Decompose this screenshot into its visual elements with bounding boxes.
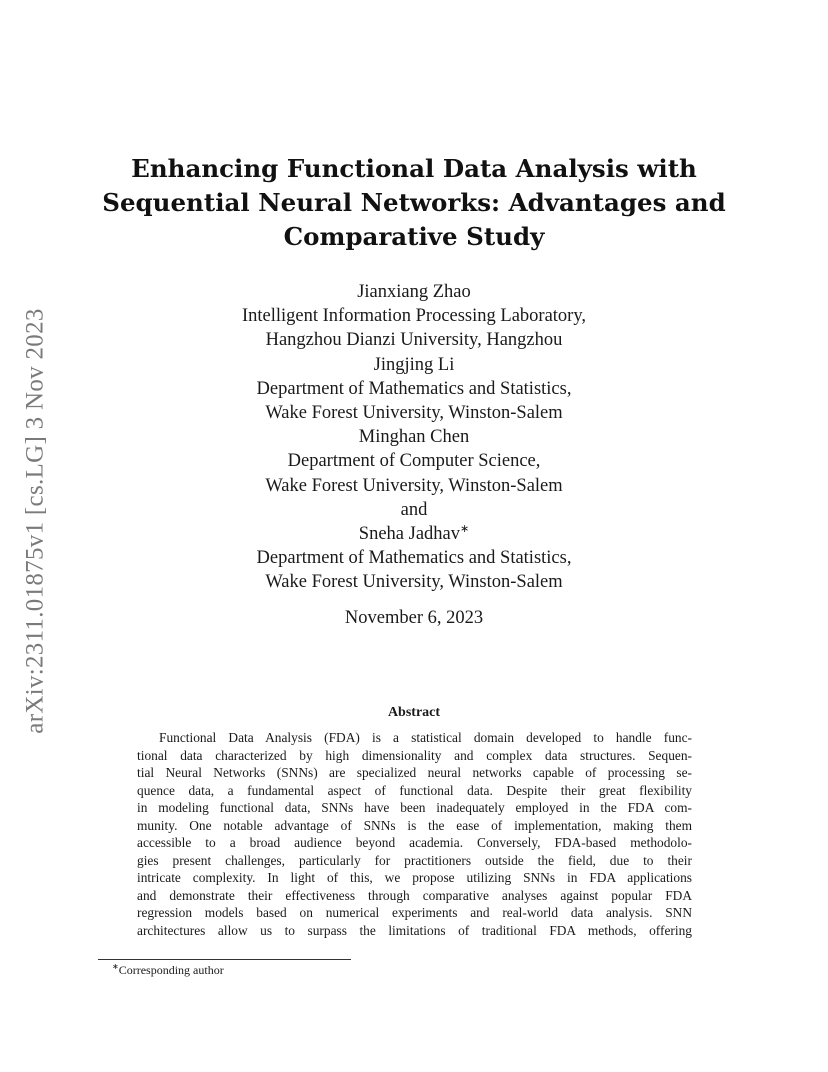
author-affiliation: Wake Forest University, Winston-Salem: [265, 403, 563, 424]
author-affiliation: Department of Mathematics and Statistics,: [256, 378, 572, 399]
arxiv-identifier: arXiv:2311.01875v1 [cs.LG] 3 Nov 2023: [22, 308, 49, 734]
author-block: [140, 280, 688, 595]
abstract-line: Functional Data Analysis (FDA) is a statistical domain developed to handle func-: [159, 730, 692, 745]
author-affiliation: Wake Forest University, Winston-Salem: [265, 572, 563, 593]
abstract-heading: Abstract: [387, 705, 441, 720]
title-line: Sequential Neural Networks: Advantages and: [102, 188, 726, 217]
paper-title: [90, 152, 738, 254]
author-name: Sneha Jadhav: [358, 524, 460, 545]
abstract-line: munity. One notable advantage of SNNs is the ease of implementation, making them: [137, 817, 692, 833]
author-name: Minghan Chen: [358, 427, 470, 448]
abstract-line: tial Neural Networks (SNNs) are specialized neural networks capable of processing se-: [137, 765, 692, 780]
abstract-line: architectures allow us to surpass the limitations of traditional FDA methods, offering: [137, 922, 692, 938]
footnote-marker: ∗: [460, 522, 470, 535]
footnote-marker: ∗: [112, 962, 119, 971]
author-affiliation: Department of Computer Science,: [287, 451, 541, 472]
title-line: Enhancing Functional Data Analysis with: [131, 154, 697, 183]
author-affiliation: Hangzhou Dianzi University, Hangzhou: [265, 330, 563, 351]
footnote-rule: [98, 959, 351, 960]
abstract-line: intricate complexity. In light of this, we propose utilizing SNNs in FDA applications: [137, 870, 692, 885]
abstract-line: gies present challenges, particularly for practitioners outside the field, due to their: [137, 852, 692, 868]
author-name: Jianxiang Zhao: [357, 282, 471, 302]
author-affiliation: Department of Mathematics and Statistics,: [256, 548, 572, 569]
footnote-text: Corresponding author: [118, 963, 224, 977]
paper-date: November 6, 2023: [344, 608, 484, 628]
abstract-line: in modeling functional data, SNNs have been inadequately employed in the FDA com-: [137, 800, 692, 815]
footnote: [112, 962, 224, 978]
abstract-line: accessible to a broad audience beyond academia. Conversely, FDA-based methodolo-: [137, 835, 692, 850]
abstract-line: tional data characterized by high dimensionality and complex data structures. Sequen-: [137, 747, 692, 763]
author-affiliation: Intelligent Information Processing Laboratory,: [241, 306, 587, 327]
author-affiliation: Wake Forest University, Winston-Salem: [265, 475, 563, 496]
arxiv-identifier-stamp: [14, 290, 58, 752]
author-name: Jingjing Li: [373, 354, 455, 375]
abstract-line: regression models based on numerical experiments and real-world data analysis. SNN: [137, 905, 692, 920]
title-line: Comparative Study: [283, 222, 545, 251]
abstract-body: [137, 729, 692, 939]
abstract-line: and demonstrate their effectiveness through comparative analyses against popular FDA: [137, 887, 692, 903]
author-conjunction: and: [400, 499, 428, 520]
author-name-corresponding: [140, 522, 688, 546]
abstract-line: quence data, a fundamental aspect of functional data. Despite their great flexibility: [137, 782, 692, 798]
